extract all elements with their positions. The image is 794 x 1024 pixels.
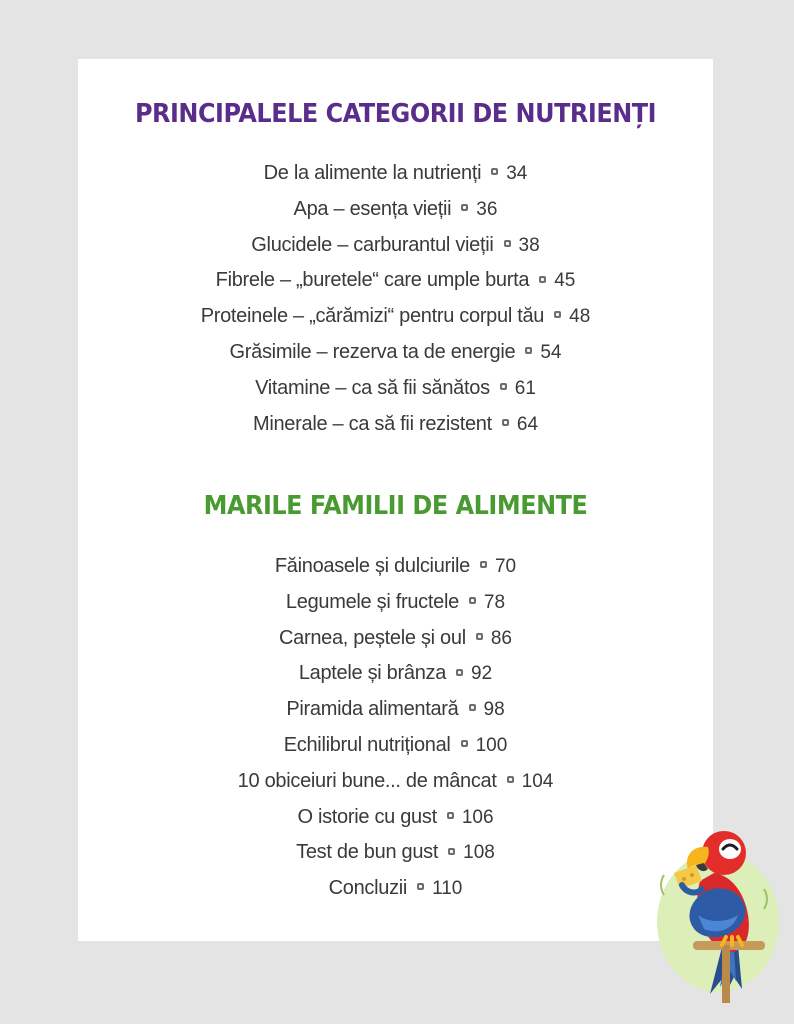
bullet-icon (554, 311, 561, 318)
bullet-icon (469, 704, 476, 711)
toc-entry-title: De la alimente la nutrienți (263, 162, 482, 184)
toc-entry-title: Proteinele – „cărămizi“ pentru corpul tău (200, 305, 545, 328)
toc-entry-title: Vitamine – ca să fii sănătos (255, 376, 490, 399)
toc-entry (78, 228, 713, 264)
toc-entry (78, 871, 713, 907)
toc-entry-page-number: 36 (476, 198, 498, 220)
bullet-icon (491, 168, 498, 175)
toc-entry-title: Carnea, peștele și oul (279, 626, 466, 649)
bullet-icon (456, 669, 463, 676)
toc-entry (78, 299, 713, 335)
toc-entry-title: Apa – esența vieții (293, 197, 452, 220)
toc-entry-page-number: 70 (494, 556, 517, 577)
toc-entry-page-number: 100 (475, 734, 508, 756)
toc-entry (78, 192, 713, 228)
bullet-icon (447, 812, 454, 819)
toc-entry (78, 263, 713, 299)
toc-entry (78, 621, 713, 657)
bullet-icon (461, 740, 468, 747)
section-title-food-families: MARILE FAMILII DE ALIMENTE (203, 491, 588, 521)
toc-entry-page-number: 92 (471, 663, 493, 685)
toc-entry (78, 585, 713, 621)
bullet-icon (507, 776, 514, 783)
toc-entry-title: 10 obiceiuri bune... de mâncat (237, 769, 497, 792)
toc-entry (78, 656, 713, 692)
toc-entry-page-number: 38 (518, 234, 540, 256)
toc-entry-title: Făinoasele și dulciurile (274, 555, 470, 577)
bullet-icon (476, 633, 483, 640)
toc-entry-page-number: 48 (569, 306, 591, 328)
toc-entry-title: Concluzii (328, 877, 408, 900)
toc-entry (78, 335, 713, 371)
toc-entry (78, 835, 713, 871)
toc-list-nutrients (78, 156, 713, 442)
toc-entry-page-number: 110 (432, 878, 463, 900)
toc-entry-page-number: 98 (483, 699, 505, 721)
bullet-icon (504, 240, 511, 247)
toc-entry (78, 549, 713, 585)
bullet-icon (417, 883, 424, 890)
toc-entry-page-number: 106 (461, 806, 494, 828)
toc-entry-page-number: 78 (483, 591, 506, 613)
bullet-icon (500, 383, 507, 390)
book-page (78, 59, 713, 941)
bullet-icon (448, 848, 455, 855)
toc-entry (78, 156, 713, 192)
toc-entry (78, 800, 713, 836)
bullet-icon (469, 597, 476, 604)
toc-entry (78, 407, 713, 443)
toc-entry-title: Laptele și brânza (298, 662, 447, 685)
bullet-icon (525, 347, 532, 354)
toc-entry-page-number: 54 (540, 341, 562, 363)
toc-entry (78, 692, 713, 728)
toc-entry (78, 371, 713, 407)
bullet-icon (480, 561, 487, 568)
toc-entry-title: Piramida alimentară (286, 698, 459, 721)
toc-entry-page-number: 64 (516, 413, 539, 435)
toc-entry-title: Test de bun gust (296, 841, 439, 864)
toc-entry-page-number: 86 (490, 627, 512, 649)
bullet-icon (539, 276, 546, 283)
toc-entry-title: Grăsimile – rezerva ta de energie (229, 340, 516, 363)
toc-entry-title: Glucidele – carburantul vieții (251, 233, 494, 256)
bullet-icon (461, 204, 468, 211)
toc-entry (78, 728, 713, 764)
toc-entry-page-number: 104 (521, 770, 554, 792)
toc-entry-title: Legumele și fructele (285, 590, 459, 613)
parrot-icon (652, 819, 788, 1004)
toc-entry-title: Fibrele – „buretele“ care umple burta (215, 269, 530, 292)
toc-entry-page-number: 108 (463, 842, 495, 864)
toc-entry-page-number: 61 (514, 377, 536, 399)
section-title-nutrients: PRINCIPALELE CATEGORII DE NUTRIENȚI (134, 99, 657, 129)
toc-list-food-families (78, 549, 713, 907)
bullet-icon (502, 419, 509, 426)
toc-entry (78, 764, 713, 800)
toc-entry-page-number: 45 (554, 270, 576, 292)
toc-entry-page-number: 34 (506, 163, 528, 184)
toc-entry-title: O istorie cu gust (297, 805, 437, 828)
toc-entry-title: Echilibrul nutrițional (283, 733, 451, 756)
toc-entry-title: Minerale – ca să fii rezistent (252, 412, 492, 435)
